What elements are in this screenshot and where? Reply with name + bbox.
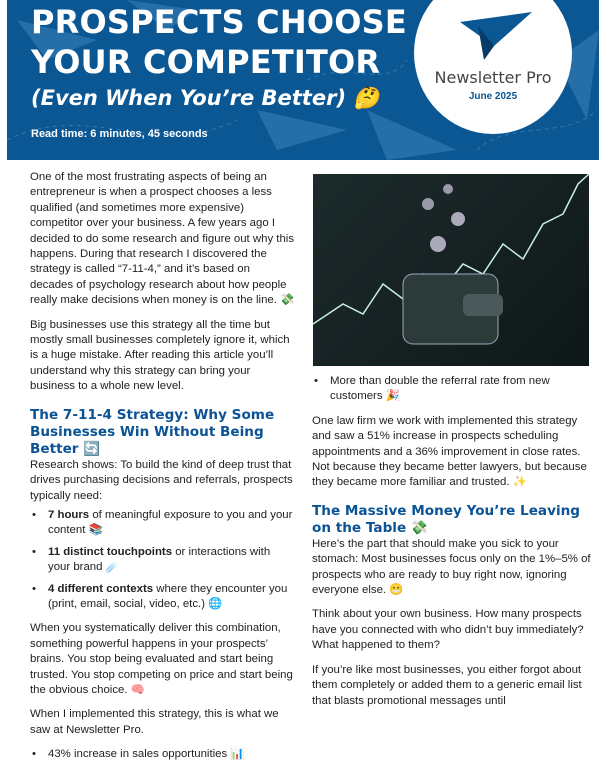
paragraph: Think about your own business. How many prospects have you connected with who didn’t buy immediately? What happened to them?: [312, 608, 584, 652]
paragraph: Research shows: To build the kind of deep trust that drives purchasing decisions and referrals, prospects typically need:: [30, 458, 293, 502]
left-column: [30, 170, 295, 772]
read-time: Read time: 6 minutes, 45 seconds: [31, 128, 208, 140]
headline: PROSPECTS CHOOSE YOUR COMPETITOR: [31, 3, 407, 81]
paragraph: When you systematically deliver this combination, something powerful happens in your prospects’ brains. You stop being evaluated and start being trusted. You stop competing on price and start being the obvious choice. 🧠: [30, 622, 293, 696]
intro-paragraph: One of the most frustrating aspects of being an entrepreneur is when a prospect chooses a less qualified (and sometimes more expensive) competitor over your business. A few years ago I decided to do some research and figure out why this happens. During that research I discovered the strategy is called “7-11-4,” and it’s based on decades of psychology research about how people really make decisions when money is on the line. 💸: [30, 171, 295, 307]
list-item: • More than double the referral rate from new customers 🎉: [312, 374, 592, 405]
issue-date: June 2025: [468, 91, 518, 102]
wallet-growth-image: [313, 174, 589, 366]
header-banner: [7, 0, 599, 160]
wallet-chart-illustration-icon: [313, 174, 589, 366]
paper-plane-logo-icon: [460, 12, 532, 62]
paragraph: One law firm we work with implemented this strategy and saw a 51% increase in prospects scheduling appointments and a 36% improvement in close rates. Not because they became better lawyers, but because they became more familiar and trusted. ✨: [312, 414, 587, 489]
list-item: • 7 hours of meaningful exposure to you and your content 📚: [30, 508, 295, 539]
list-item: • 11 distinct touchpoints or interactions with your brand ☄️: [30, 545, 295, 576]
subheadline: (Even When You’re Better) 🤔: [31, 86, 380, 110]
paragraph: Big businesses use this strategy all the time but mostly small businesses completely ignore it, which is a huge mistake. After reading this article you’ll understand why this strategy can bring your business to a whole new level.: [30, 318, 290, 393]
list-item: • 43% increase in sales opportunities 📊: [30, 747, 295, 762]
right-column: [312, 374, 592, 718]
bullet-list: [30, 508, 295, 612]
section-heading: The Massive Money You’re Leaving on the Table 💸: [312, 502, 581, 536]
brand-name: Newsletter Pro: [434, 68, 552, 87]
paragraph: When I implemented this strategy, this is what we saw at Newsletter Pro.: [30, 708, 279, 736]
section-heading: The 7-11-4 Strategy: Why Some Businesses Win Without Being Better 🔄: [30, 406, 275, 457]
paragraph: Here’s the part that should make you sick to your stomach: Most businesses focus only on the 1%–5% of prospects who are ready to buy right now, ignoring everyone else. 😬: [312, 537, 591, 597]
paragraph: If you’re like most businesses, you either forgot about them completely or added them to a generic email list that blasts promotional messages until: [312, 663, 582, 707]
list-item: • 4 different contexts where they encounter you (print, email, social, video, etc.) 🌐: [30, 582, 295, 613]
